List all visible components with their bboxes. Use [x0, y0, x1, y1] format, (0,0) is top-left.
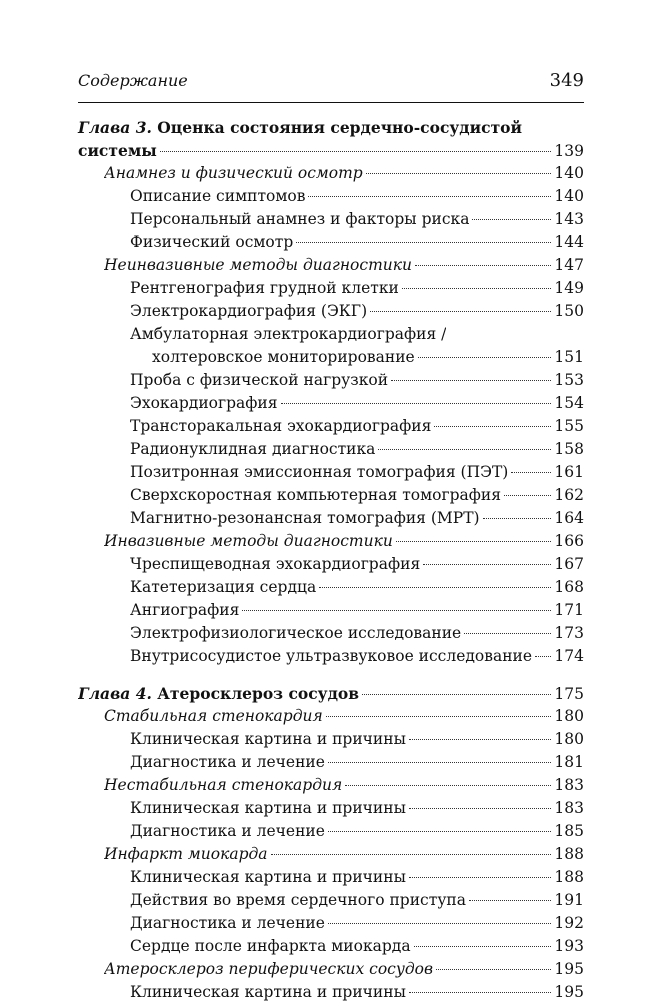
dot-leader	[362, 694, 551, 695]
dot-leader	[418, 357, 552, 358]
dot-leader	[308, 196, 551, 197]
page-ref: 180	[554, 730, 584, 748]
toc-subsection[interactable]	[78, 438, 584, 461]
toc-subsection-text: Ангиография	[130, 601, 240, 619]
dot-leader	[378, 449, 551, 450]
toc-subsection-text: Сверхскоростная компьютерная томография	[130, 486, 502, 504]
dot-leader	[504, 495, 551, 496]
page-ref: 143	[554, 210, 584, 228]
dot-leader	[483, 518, 552, 519]
toc-subsection-text: Внутрисосудистое ультразвуковое исследование	[130, 647, 533, 665]
page-ref: 151	[554, 348, 584, 366]
toc-subsection[interactable]	[78, 866, 584, 889]
dot-leader	[271, 854, 552, 855]
dot-leader	[319, 587, 551, 588]
toc-subsection[interactable]	[78, 461, 584, 484]
dot-leader	[345, 785, 551, 786]
toc-subsection[interactable]	[78, 300, 584, 323]
toc-section-text: Неинвазивные методы диагностики	[104, 256, 412, 274]
chapter-4-entry[interactable]	[78, 682, 584, 705]
toc-subsection-text: Физический осмотр	[130, 233, 294, 251]
page-ref: 150	[554, 302, 584, 320]
dot-leader	[366, 173, 552, 174]
dot-leader	[535, 656, 551, 657]
toc-subsection[interactable]	[78, 323, 584, 346]
page-ref: 193	[554, 937, 584, 955]
dot-leader	[464, 633, 551, 634]
page-ref: 174	[554, 647, 584, 665]
page-ref: 155	[554, 417, 584, 435]
toc-subsection[interactable]	[78, 797, 584, 820]
toc-subsection-text: Клиническая картина и причины	[130, 799, 406, 817]
toc-subsection[interactable]	[78, 231, 584, 254]
dot-leader	[328, 831, 551, 832]
toc-section-text: Инвазивные методы диагностики	[104, 532, 393, 550]
toc-subsection[interactable]	[78, 889, 584, 912]
toc-subsection[interactable]	[78, 392, 584, 415]
toc-subsection[interactable]	[78, 277, 584, 300]
chapter-gap	[78, 668, 584, 682]
dot-leader	[370, 311, 551, 312]
page-ref: 158	[554, 440, 584, 458]
dot-leader	[391, 380, 551, 381]
toc-subsection-text: Сердце после инфаркта миокарда	[130, 937, 411, 955]
toc-subsection[interactable]	[78, 728, 584, 751]
dot-leader	[409, 877, 551, 878]
toc-subsection-text: Эхокардиография	[130, 394, 278, 412]
dot-leader	[281, 403, 552, 404]
page-ref: 140	[554, 187, 584, 205]
toc-subsection[interactable]	[78, 599, 584, 622]
page-ref: 195	[554, 960, 584, 978]
page-ref: 140	[554, 164, 584, 182]
toc-subsection-text: Радионуклидная диагностика	[130, 440, 376, 458]
dot-leader	[511, 472, 551, 473]
dot-leader	[160, 151, 552, 152]
page-ref: 167	[554, 555, 584, 573]
dot-leader	[242, 610, 551, 611]
dot-leader	[423, 564, 551, 565]
dot-leader	[469, 900, 551, 901]
toc-subsection-text: Клиническая картина и причины	[130, 983, 406, 1001]
toc-subsection-text: Позитронная эмиссионная томография (ПЭТ)	[130, 463, 509, 481]
toc-subsection[interactable]	[78, 820, 584, 843]
toc-section[interactable]	[78, 254, 584, 277]
toc-subsection-text: Рентгенография грудной клетки	[130, 279, 399, 297]
toc-section[interactable]	[78, 774, 584, 797]
toc-subsection-text: Описание симптомов	[130, 187, 306, 205]
page-ref: 191	[554, 891, 584, 909]
header-title: Содержание	[78, 71, 188, 90]
toc-subsection-text: Чреспищеводная эхокардиография	[130, 555, 421, 573]
toc-subsection[interactable]	[78, 484, 584, 507]
page-ref: 166	[554, 532, 584, 550]
toc-subsection-text: Катетеризация сердца	[130, 578, 317, 596]
dot-leader	[472, 219, 551, 220]
dot-leader	[409, 739, 551, 740]
toc-subsection-text: Действия во время сердечного приступа	[130, 891, 467, 909]
toc-subsection[interactable]	[78, 576, 584, 599]
page-ref: 188	[554, 845, 584, 863]
page-ref: 161	[554, 463, 584, 481]
page-ref: 164	[554, 509, 584, 527]
page-ref: 173	[554, 624, 584, 642]
toc-subsection-text: Трансторакальная эхокардиография	[130, 417, 432, 435]
toc-subsection-text: Персональный анамнез и факторы риска	[130, 210, 470, 228]
table-of-contents	[78, 117, 584, 1004]
chapter-3-entry[interactable]	[78, 139, 584, 162]
page-ref: 183	[554, 776, 584, 794]
toc-section[interactable]	[78, 843, 584, 866]
toc-subsection[interactable]	[78, 415, 584, 438]
chapter-4-title-text: Атеросклероз сосудов	[157, 684, 360, 703]
chapter-3-title[interactable]	[78, 117, 584, 139]
chapter-4-label: Глава 4.	[78, 684, 152, 703]
toc-subsection-text: Амбулаторная электрокардиография /	[130, 325, 447, 343]
dot-leader	[436, 969, 551, 970]
running-header	[78, 70, 584, 103]
page-ref: 188	[554, 868, 584, 886]
page-ref: 183	[554, 799, 584, 817]
dot-leader	[402, 288, 552, 289]
toc-subsection-text: Электрофизиологическое исследование	[130, 624, 462, 642]
toc-subsection[interactable]	[78, 507, 584, 530]
toc-subsection-text: Диагностика и лечение	[130, 914, 325, 932]
toc-subsection-text: Электрокардиография (ЭКГ)	[130, 302, 368, 320]
page-ref: 153	[554, 371, 584, 389]
toc-subsection-text: Магнитно-резонансная томография (МРТ)	[130, 509, 480, 527]
page-ref: 175	[554, 685, 584, 703]
toc-subsection-text: холтеровское мониторирование	[152, 348, 415, 366]
dot-leader	[409, 808, 551, 809]
toc-section[interactable]	[78, 705, 584, 728]
toc-subsection-text: Клиническая картина и причины	[130, 868, 406, 886]
page-ref: 195	[554, 983, 584, 1001]
page-ref: 149	[554, 279, 584, 297]
toc-subsection[interactable]	[78, 369, 584, 392]
toc-subsection[interactable]	[78, 935, 584, 958]
toc-subsection[interactable]	[78, 751, 584, 774]
chapter-3-title-line1: Оценка состояния сердечно-сосудистой	[157, 118, 523, 137]
toc-section-text: Инфаркт миокарда	[104, 845, 268, 863]
toc-subsection[interactable]	[78, 208, 584, 231]
page-ref: 139	[554, 142, 584, 160]
dot-leader	[296, 242, 551, 243]
toc-subsection-text: Диагностика и лечение	[130, 753, 325, 771]
page-ref: 154	[554, 394, 584, 412]
page-ref: 144	[554, 233, 584, 251]
toc-subsection[interactable]	[78, 645, 584, 668]
toc-section[interactable]	[78, 958, 584, 981]
toc-subsection[interactable]	[78, 553, 584, 576]
chapter-3-title-line2: системы	[78, 141, 157, 160]
toc-subsection-text: Клиническая картина и причины	[130, 730, 406, 748]
toc-page	[78, 70, 584, 1004]
page-ref: 181	[554, 753, 584, 771]
dot-leader	[396, 541, 552, 542]
page-ref: 162	[554, 486, 584, 504]
toc-section-text: Стабильная стенокардия	[104, 707, 323, 725]
page-ref: 168	[554, 578, 584, 596]
toc-section-text: Нестабильная стенокардия	[104, 776, 343, 794]
toc-subsection-text: Проба с физической нагрузкой	[130, 371, 389, 389]
toc-section[interactable]	[78, 162, 584, 185]
dot-leader	[414, 946, 552, 947]
toc-section-text: Анамнез и физический осмотр	[104, 164, 363, 182]
chapter-3-label: Глава 3.	[78, 118, 152, 137]
dot-leader	[409, 992, 551, 993]
dot-leader	[415, 265, 551, 266]
toc-section[interactable]	[78, 530, 584, 553]
dot-leader	[328, 923, 551, 924]
toc-section-text: Атеросклероз периферических сосудов	[104, 960, 434, 978]
page-ref: 171	[554, 601, 584, 619]
dot-leader	[434, 426, 551, 427]
page-ref: 192	[554, 914, 584, 932]
page-ref: 180	[554, 707, 584, 725]
toc-subsection[interactable]	[78, 622, 584, 645]
page-ref: 147	[554, 256, 584, 274]
dot-leader	[328, 762, 551, 763]
dot-leader	[326, 716, 552, 717]
page-ref: 185	[554, 822, 584, 840]
toc-subsection-continued[interactable]	[78, 346, 584, 369]
toc-subsection[interactable]	[78, 912, 584, 935]
toc-subsection-text: Диагностика и лечение	[130, 822, 325, 840]
header-page-number: 349	[549, 70, 584, 91]
toc-subsection[interactable]	[78, 185, 584, 208]
chapter-4-title	[78, 682, 359, 705]
